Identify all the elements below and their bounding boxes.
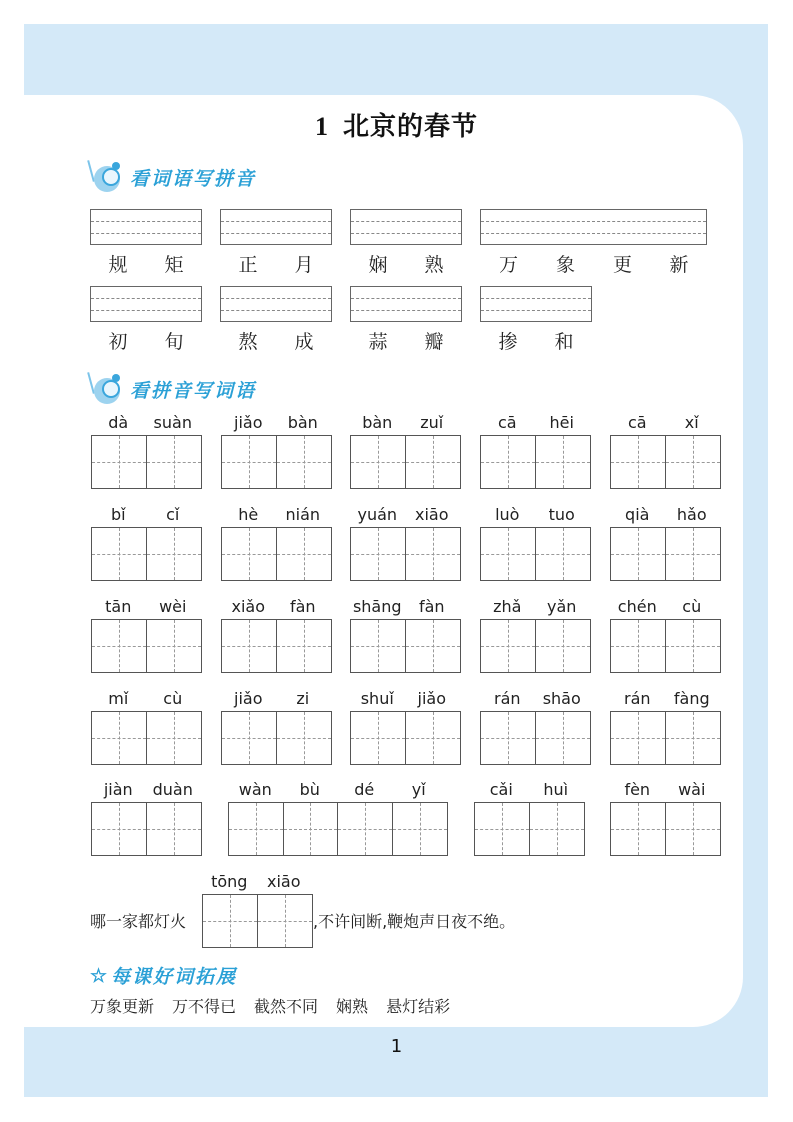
- extension-word: 悬灯结彩: [386, 997, 451, 1016]
- char-grid[interactable]: [610, 619, 721, 673]
- char: 和: [554, 331, 574, 353]
- char: 熬: [238, 331, 258, 353]
- char-grid[interactable]: [350, 619, 461, 673]
- char: 娴: [368, 254, 388, 276]
- pinyin-label: bàn: [287, 413, 318, 432]
- char: 万: [498, 254, 518, 276]
- pinyin-label: shuǐ: [360, 689, 394, 708]
- pinyin-writing-box[interactable]: [90, 209, 202, 245]
- word-chars: [480, 250, 707, 277]
- pinyin-label: xǐ: [684, 413, 699, 432]
- star-icon: ☆: [90, 964, 110, 987]
- pinyin-label: bàn: [362, 413, 393, 432]
- char: 旬: [164, 331, 184, 353]
- char: 初: [108, 331, 128, 353]
- pinyin-writing-box[interactable]: [480, 286, 592, 322]
- section-heading-look-words-write-pinyin: [88, 160, 256, 194]
- page-number: 1: [390, 1036, 403, 1057]
- char: 正: [238, 254, 258, 276]
- char: 蒜: [368, 331, 388, 353]
- section-heading-look-pinyin-write-words: [88, 372, 256, 406]
- pinyin-label: duàn: [152, 780, 193, 799]
- pinyin-label: suàn: [153, 413, 192, 432]
- pinyin-label: zhǎ: [493, 597, 522, 616]
- char-grid[interactable]: [480, 435, 591, 489]
- pinyin-label: jiǎo: [234, 413, 263, 432]
- pinyin-label: dà: [108, 413, 129, 432]
- char-grid[interactable]: [610, 527, 721, 581]
- pinyin-label: zi: [296, 689, 310, 708]
- pinyin-label: shāng: [352, 597, 402, 616]
- pinyin-label: shāo: [542, 689, 581, 708]
- pinyin-label: yǎn: [547, 597, 577, 616]
- pinyin-label: rán: [493, 689, 521, 708]
- pinyin-writing-box[interactable]: [350, 286, 462, 322]
- char: 矩: [164, 254, 184, 276]
- char-grid[interactable]: [610, 435, 721, 489]
- pinyin-label: xiǎo: [231, 597, 265, 616]
- char-grid[interactable]: [221, 527, 332, 581]
- char: 象: [555, 254, 575, 276]
- lesson-number: 1: [314, 112, 329, 141]
- char: 熟: [424, 254, 444, 276]
- pinyin-writing-box[interactable]: [220, 209, 332, 245]
- pinyin-label: rán: [623, 689, 651, 708]
- char-grid[interactable]: [350, 527, 461, 581]
- pinyin-label: bù: [299, 780, 320, 799]
- word-chars: [220, 327, 332, 354]
- char-grid[interactable]: [221, 435, 332, 489]
- char-grid[interactable]: [221, 619, 332, 673]
- pinyin-label: zuǐ: [420, 413, 444, 432]
- char-grid[interactable]: [91, 619, 202, 673]
- pinyin-writing-box[interactable]: [220, 286, 332, 322]
- pinyin-label: cù: [682, 597, 702, 616]
- pinyin-label: chén: [617, 597, 657, 616]
- char-grid[interactable]: [480, 619, 591, 673]
- char: 更: [612, 254, 632, 276]
- pinyin-label: cā: [497, 413, 517, 432]
- pinyin-label: hǎo: [676, 505, 707, 524]
- char-grid[interactable]: [474, 802, 585, 856]
- section-heading-text: 看拼音写词语: [130, 379, 257, 402]
- pinyin-label: nián: [285, 505, 321, 524]
- char-grid[interactable]: [91, 711, 202, 765]
- sentence-before: 哪一家都灯火: [90, 912, 187, 931]
- char-grid[interactable]: [91, 435, 202, 489]
- extension-word: 万象更新: [90, 997, 155, 1016]
- extension-word-list: [90, 994, 450, 1017]
- char: 瓣: [424, 331, 444, 353]
- section-heading-text: 看词语写拼音: [130, 167, 257, 190]
- pinyin-writing-box[interactable]: [90, 286, 202, 322]
- pinyin-label: dé: [354, 780, 375, 799]
- char-grid[interactable]: [228, 802, 448, 856]
- pinyin-label: luò: [495, 505, 520, 524]
- lesson-title: [0, 106, 793, 143]
- char: 月: [294, 254, 314, 276]
- pinyin-label: wài: [678, 780, 706, 799]
- section-heading-text: 每课好词拓展: [111, 966, 238, 988]
- pinyin-label: tān: [105, 597, 132, 616]
- pinyin-label: cǐ: [166, 505, 180, 524]
- word-chars: [350, 327, 462, 354]
- pinyin-label: qià: [625, 505, 650, 524]
- pinyin-label: cā: [627, 413, 647, 432]
- char-grid[interactable]: [610, 802, 721, 856]
- char: 新: [669, 254, 689, 276]
- char: 掺: [498, 331, 518, 353]
- pinyin-label: wèi: [159, 597, 187, 616]
- pinyin-label: cù: [163, 689, 183, 708]
- pinyin-label: wàn: [238, 780, 272, 799]
- pinyin-label: xiāo: [266, 872, 301, 891]
- extension-word: 万不得已: [172, 997, 237, 1016]
- lesson-name: 北京的春节: [342, 112, 478, 141]
- pinyin-label: tuo: [548, 505, 575, 524]
- pinyin-label: fèn: [624, 780, 651, 799]
- char-grid[interactable]: [480, 711, 591, 765]
- char: 规: [108, 254, 128, 276]
- word-chars: [90, 250, 202, 277]
- char-grid[interactable]: [350, 711, 461, 765]
- pinyin-label: fàn: [418, 597, 445, 616]
- panda-icon: [88, 372, 128, 406]
- pinyin-label: fàn: [289, 597, 316, 616]
- extension-word: 截然不同: [254, 997, 319, 1016]
- word-chars: [480, 327, 592, 354]
- pinyin-label: cǎi: [489, 780, 513, 799]
- pinyin-writing-box[interactable]: [480, 209, 707, 245]
- pinyin-label: jiǎo: [417, 689, 446, 708]
- panda-icon: [88, 160, 128, 194]
- char-grid[interactable]: [91, 802, 202, 856]
- pinyin-label: bǐ: [110, 505, 126, 524]
- pinyin-writing-box[interactable]: [350, 209, 462, 245]
- pinyin-label: yuán: [357, 505, 398, 524]
- pinyin-label: jiǎo: [234, 689, 263, 708]
- pinyin-label: hè: [238, 505, 259, 524]
- pinyin-label: yǐ: [411, 780, 426, 799]
- word-chars: [220, 250, 332, 277]
- pinyin-label: tōng: [211, 872, 248, 891]
- word-chars: [350, 250, 462, 277]
- pinyin-label: fàng: [673, 689, 710, 708]
- section-heading-word-extension: [90, 962, 237, 989]
- pinyin-label: hēi: [549, 413, 574, 432]
- sentence-after: ,不许间断,鞭炮声日夜不绝。: [313, 912, 516, 931]
- char-grid[interactable]: [91, 527, 202, 581]
- pinyin-label: xiāo: [414, 505, 449, 524]
- char-grid[interactable]: [350, 435, 461, 489]
- pinyin-label: huì: [543, 780, 569, 799]
- char-grid[interactable]: [202, 894, 313, 948]
- char-grid[interactable]: [221, 711, 332, 765]
- char-grid[interactable]: [610, 711, 721, 765]
- pinyin-label: mǐ: [108, 689, 129, 708]
- extension-word: 娴熟: [336, 997, 369, 1016]
- pinyin-label: jiàn: [103, 780, 133, 799]
- word-chars: [90, 327, 202, 354]
- char: 成: [294, 331, 314, 353]
- char-grid[interactable]: [480, 527, 591, 581]
